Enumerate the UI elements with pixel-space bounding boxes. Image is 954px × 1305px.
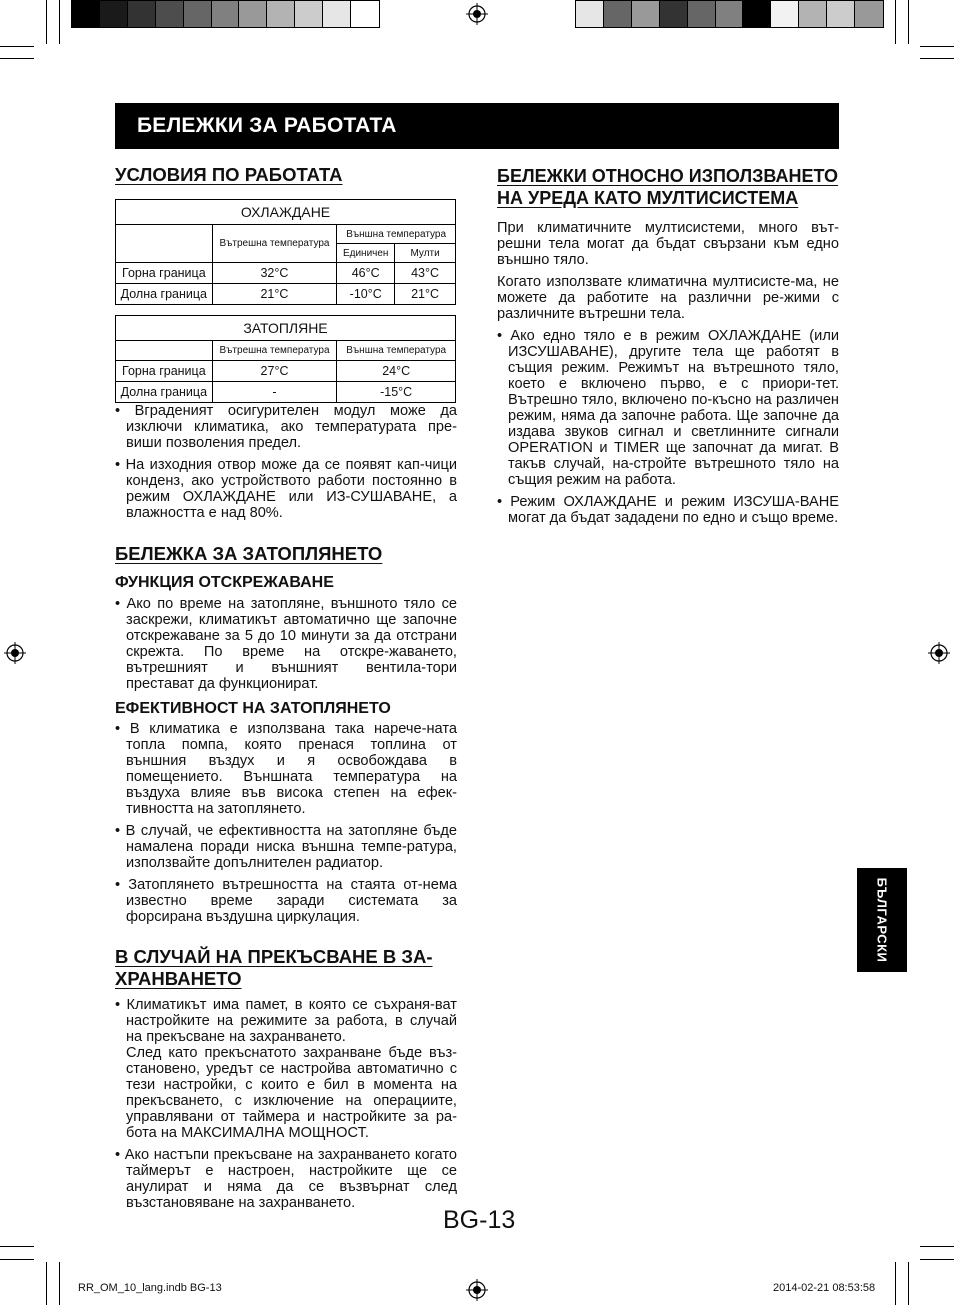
list-item: • Ако едно тяло е в режим ОХЛАЖДАНЕ (или ИЗСУШАВАНЕ), другите тела ще работят в същия режим. Режимът на вътрешното тяло, което е включено първо, е с приори-тет. Вътрешно тяло, включено по-късно на различен режим, няма да започне работа. Ще започне да издава звуков сигнал и светлинните сигнали OPERATION и TIMER ще започнат да мигат. В такъв случай, на-стройте вътрешното тяло на същия режим на работа. xyxy=(497,328,839,488)
cooling-table-title: ОХЛАЖДАНЕ xyxy=(116,200,456,225)
registration-mark-icon xyxy=(466,3,488,25)
color-swatch xyxy=(184,1,212,27)
list-item-continuation: След като прекъснатото захранване бъде въз-становено, уредът се настройва автоматично с тези настройки, с които е бил в момента на прекъсването, с изключение на операциите, управлявани от таймера и настройките за ра-бота на МАКСИМАЛНА МОЩНОСТ. xyxy=(126,1045,457,1141)
color-calibration-bar-left xyxy=(71,0,380,28)
color-swatch xyxy=(212,1,240,27)
defrost-subtitle: ФУНКЦИЯ ОТСКРЕЖАВАНЕ xyxy=(115,574,334,591)
table-row: Долна граница - -15°C xyxy=(116,382,456,403)
color-swatch xyxy=(295,1,323,27)
footer-file-info: RR_OM_10_lang.indb BG-13 xyxy=(78,1282,222,1294)
heating-efficiency-notes xyxy=(115,721,457,931)
heating-note-title: БЕЛЕЖКА ЗА ЗАТОПЛЯНЕТО xyxy=(115,543,383,564)
table-row: Горна граница 27°C 24°C xyxy=(116,361,456,382)
color-swatch xyxy=(323,1,351,27)
multi-header: Мулти xyxy=(395,244,456,263)
language-side-tab-label: БЪЛГАРСКИ xyxy=(874,877,890,963)
footer-timestamp: 2014-02-21 08:53:58 xyxy=(773,1282,876,1294)
operating-conditions-notes xyxy=(115,403,457,527)
color-swatch xyxy=(743,1,771,27)
color-swatch xyxy=(799,1,827,27)
color-swatch xyxy=(267,1,295,27)
color-swatch xyxy=(632,1,660,27)
color-swatch xyxy=(72,1,100,27)
power-failure-notes xyxy=(115,997,457,1217)
color-swatch xyxy=(239,1,267,27)
list-item: • В климатика е използвана така нарече-ната топла помпа, която пренася топлина от външния въздух и я освобождава в помещението. Външната температура на въздуха влияе във висока степен на ефек-тивността на затоплянето. xyxy=(115,721,457,817)
color-swatch xyxy=(688,1,716,27)
color-swatch xyxy=(855,1,883,27)
heating-table-title: ЗАТОПЛЯНЕ xyxy=(116,316,456,341)
operating-conditions-title: УСЛОВИЯ ПО РАБОТАТА xyxy=(115,164,343,185)
table-row: Горна граница 32°C 46°C 43°C xyxy=(116,263,456,284)
table-row: Долна граница 21°C -10°C 21°C xyxy=(116,284,456,305)
registration-mark-icon xyxy=(928,642,950,664)
paragraph: При климатичните мултисистеми, много вът-решни тела могат да бъдат свързани към едно външно тяло. xyxy=(497,220,839,268)
page-number: BG-13 xyxy=(443,1206,516,1234)
color-swatch xyxy=(716,1,744,27)
single-header: Единичен xyxy=(337,244,395,263)
color-swatch xyxy=(771,1,799,27)
cooling-table xyxy=(115,199,456,305)
outdoor-temp-header: Външна температура xyxy=(337,341,456,361)
defrost-notes xyxy=(115,596,457,698)
color-swatch xyxy=(660,1,688,27)
color-swatch xyxy=(128,1,156,27)
list-item: • Режим ОХЛАЖДАНЕ и режим ИЗСУША-ВАНЕ могат да бъдат зададени по едно и също време. xyxy=(497,494,839,526)
list-item: • Вграденият осигурителен модул може да изключи климатика, ако температурата пре-виши позволения предел. xyxy=(115,403,457,451)
registration-mark-icon xyxy=(466,1279,488,1301)
power-failure-title: В СЛУЧАЙ НА ПРЕКЪСВАНЕ В ЗА-ХРАНВАНЕТО xyxy=(115,946,433,989)
outdoor-temp-header: Външна температура xyxy=(337,225,456,244)
heating-efficiency-subtitle: ЕФЕКТИВНОСТ НА ЗАТОПЛЯНЕТО xyxy=(115,700,391,717)
multisystem-title: БЕЛЕЖКИ ОТНОСНО ИЗПОЛЗВАНЕТО НА УРЕДА КАТО МУЛТИСИСТЕМА xyxy=(497,166,839,208)
heating-table xyxy=(115,315,456,403)
language-side-tab xyxy=(857,868,907,972)
color-swatch xyxy=(156,1,184,27)
section-header-bar xyxy=(115,103,839,149)
color-swatch xyxy=(604,1,632,27)
list-item: • Ако по време на затопляне, външното тяло се заскрежи, климатикът автоматично ще започне отскрежаване за 5 до 10 минути за да отстрани скрежта. По време на отскре-жаването, вътрешният и външният вентила-тори престават да функционират. xyxy=(115,596,457,692)
section-header-title: БЕЛЕЖКИ ЗА РАБОТАТА xyxy=(137,114,397,137)
list-item: • Затоплянето вътрешността на стаята от-нема известно време заради системата за форсирана въздушна циркулация. xyxy=(115,877,457,925)
registration-mark-icon xyxy=(4,642,26,664)
list-item: • Ако настъпи прекъсване на захранването когато таймерът е настроен, настройките ще се анулират и няма да се възвърнат след възстановяване на захранването. xyxy=(115,1147,457,1211)
color-swatch xyxy=(576,1,604,27)
color-swatch xyxy=(100,1,128,27)
color-calibration-bar-right xyxy=(575,0,884,28)
list-item: • Климатикът има памет, в която се съхраня-ват настройките на режимите за работа, в случай на прекъсване на захранването. xyxy=(115,997,457,1045)
multisystem-notes xyxy=(497,220,839,532)
indoor-temp-header: Вътрешна температура xyxy=(212,341,337,361)
color-swatch xyxy=(827,1,855,27)
paragraph: Когато използвате климатична мултисисте-ма, не можете да работите на различни ре-жими с различните вътрешни тела. xyxy=(497,274,839,322)
list-item: • На изходния отвор може да се появят кап-чици конденз, ако устройството работи постоянно в режим ОХЛАЖДАНЕ или ИЗ-СУШАВАНЕ, а влажността е над 80%. xyxy=(115,457,457,521)
color-swatch xyxy=(351,1,379,27)
indoor-temp-header: Вътрешна температура xyxy=(212,225,337,263)
list-item: • В случай, че ефективността на затопляне бъде намалена поради ниска външна темпе-ратура, използвайте допълнителен радиатор. xyxy=(115,823,457,871)
